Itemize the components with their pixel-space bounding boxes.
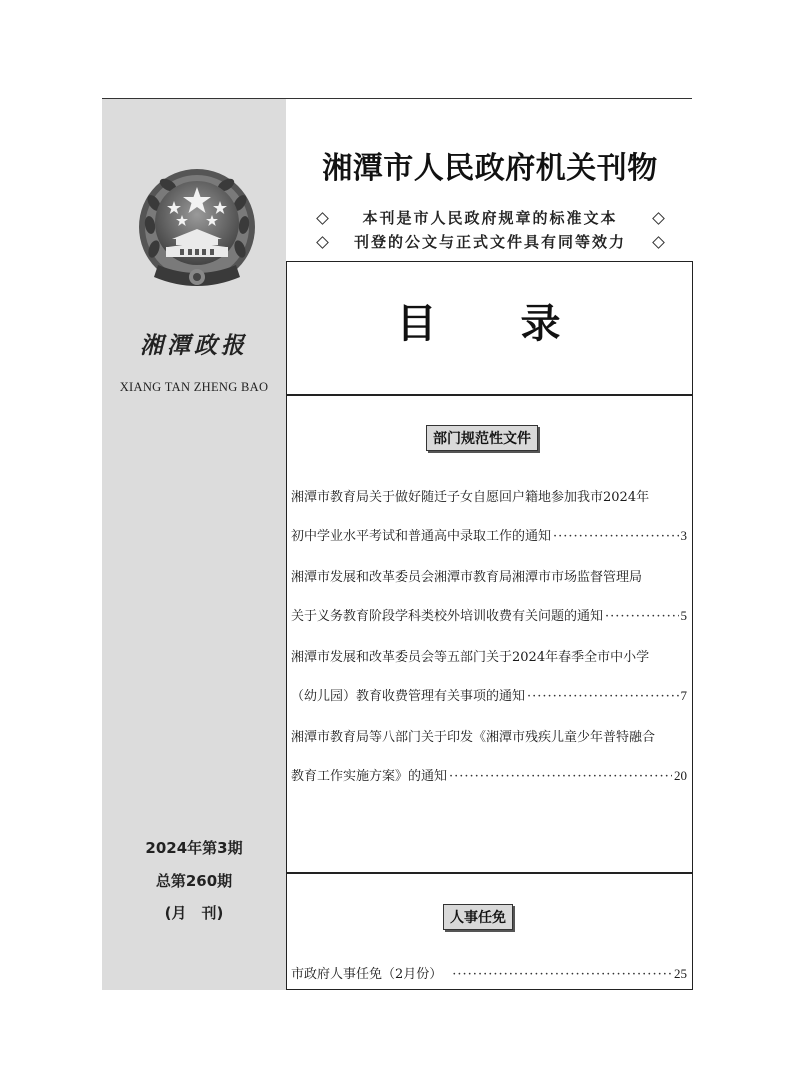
toc-entry-line[interactable]: 湘潭市发展和改革委员会等五部门关于2024年春季全市中小学: [291, 650, 650, 665]
page-number: 5: [680, 608, 687, 623]
issue-number: 2024年第3期: [145, 839, 243, 857]
toc-entry-line[interactable]: 湘潭市教育局等八部门关于印发《湘潭市残疾儿童少年普特融合: [291, 730, 656, 745]
toc-entry-line[interactable]: 湘潭市发展和改革委员会湘潭市教育局湘潭市市场监督管理局: [291, 570, 643, 585]
sidebar: [102, 99, 286, 990]
publication-name: 湘潭政报: [140, 332, 248, 359]
toc-entry-line[interactable]: 教育工作实施方案》的通知 ····· 20: [291, 765, 687, 784]
header-title: 湘潭市人民政府机关刊物: [322, 151, 658, 186]
toc-personnel-box: [286, 872, 693, 990]
page-number: 25: [674, 966, 687, 981]
toc-entry-line[interactable]: 湘潭市教育局关于做好随迁子女自愿回户籍地参加我市2024年: [291, 490, 650, 505]
toc-content-box: [286, 394, 693, 874]
publication-frequency: (月 刊): [164, 904, 224, 922]
page-number: 7: [680, 688, 687, 703]
page-number: 20: [674, 768, 687, 783]
leader-dots: [553, 529, 678, 544]
toc-entry-line[interactable]: 市政府人事任免（2月份） ····· 25: [291, 963, 687, 982]
total-issue-number: 总第260期: [155, 872, 233, 890]
leader-dots: [449, 769, 672, 784]
page-number: 3: [680, 528, 687, 543]
toc-entry-line[interactable]: （幼儿园）教育收费管理有关事项的通知 ····· 7: [291, 685, 687, 704]
header-statement-2: 刊登的公文与正式文件具有同等效力: [353, 233, 626, 251]
leader-dots: [452, 967, 672, 982]
toc-title-box: [286, 261, 693, 396]
header-statement-1: 本刊是市人民政府规章的标准文本: [362, 209, 618, 227]
leader-dots: [527, 689, 678, 704]
leader-dots: [605, 609, 678, 624]
national-emblem-icon: [136, 165, 258, 297]
publication-name-english: XIANG TAN ZHENG BAO: [119, 380, 269, 394]
toc-entry-line[interactable]: 初中学业水平考试和普通高中录取工作的通知 ····· 3: [291, 525, 687, 544]
toc-entry-line[interactable]: 关于义务教育阶段学科类校外培训收费有关问题的通知 ····· 5: [291, 605, 687, 624]
toc-title: 目 录: [396, 300, 583, 347]
section-label: 部门规范性文件: [426, 425, 538, 451]
section-label: 人事任免: [443, 904, 513, 930]
